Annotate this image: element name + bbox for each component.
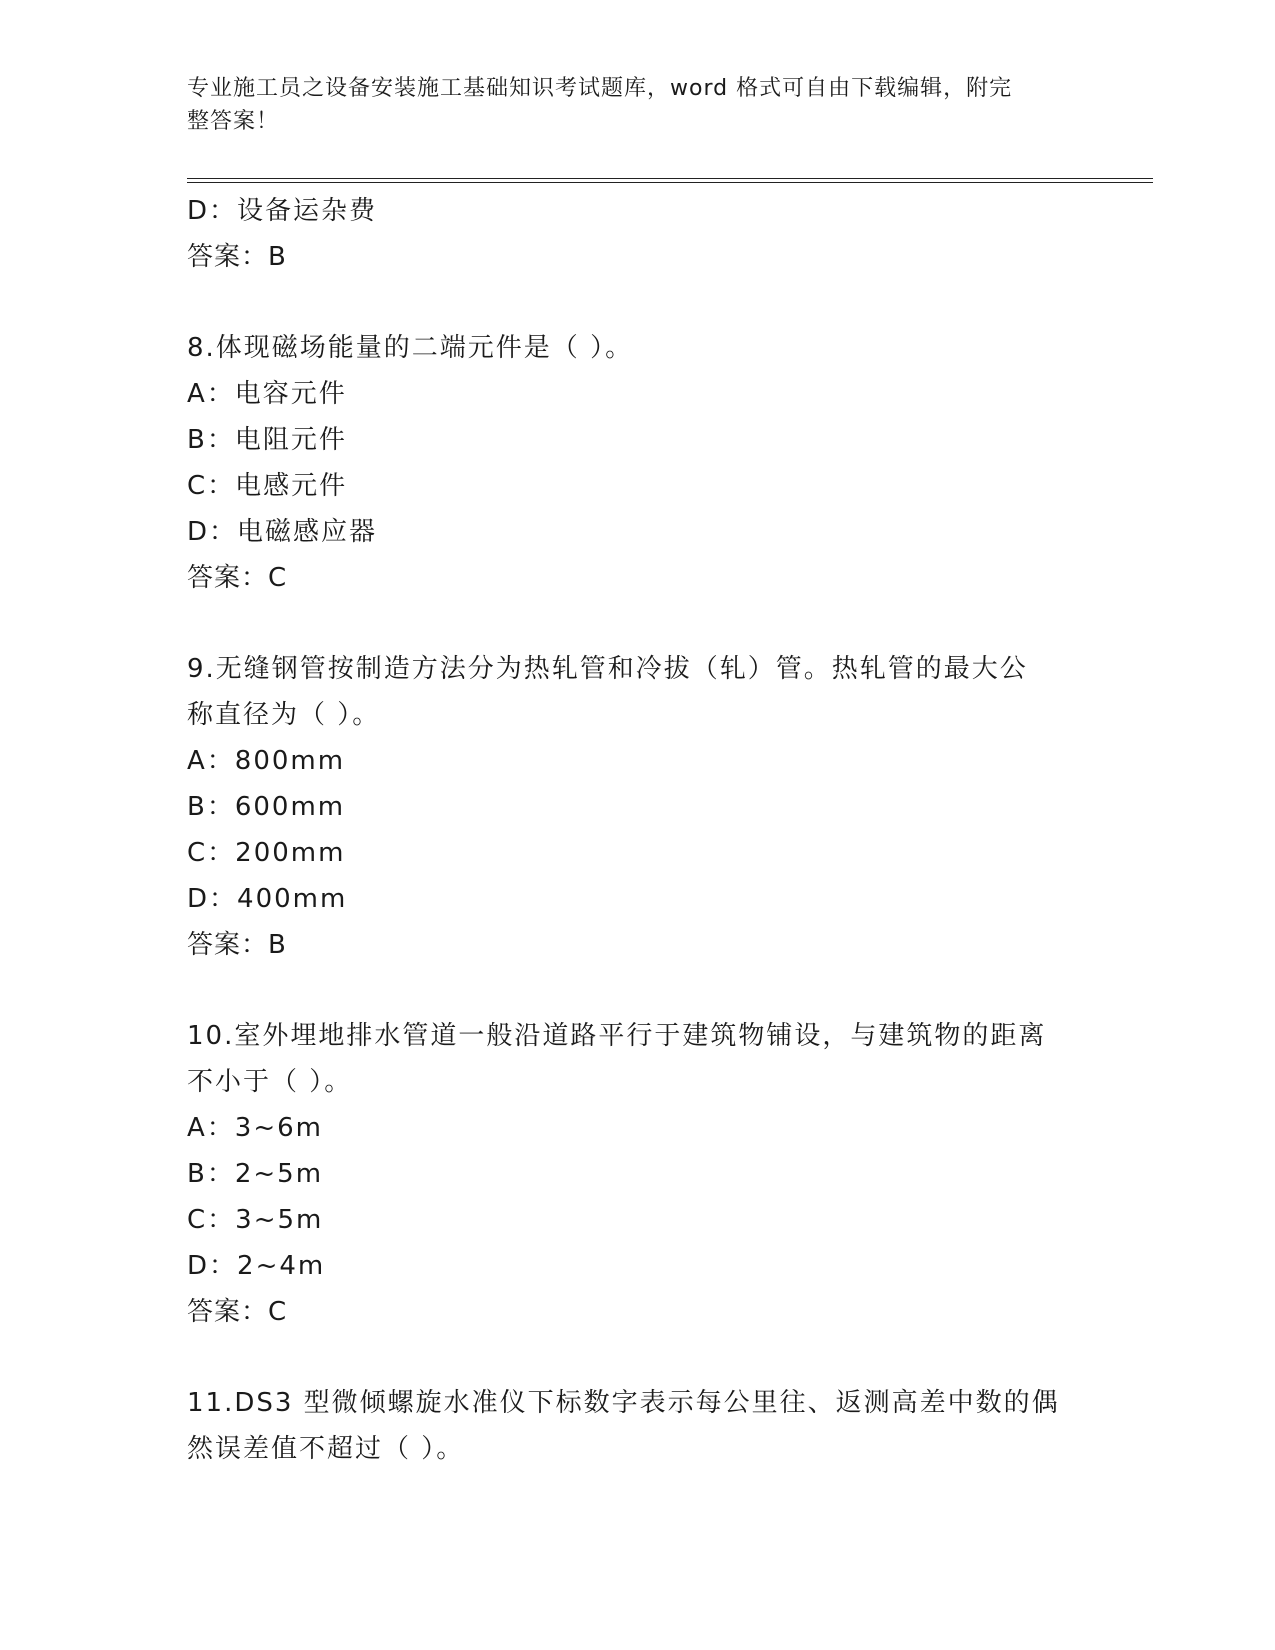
spacer [187,280,1087,325]
answer-line: 答案：C [187,1297,288,1327]
option-c: C：电感元件 [187,471,348,501]
question-list [187,188,1087,1472]
answer-line: 答案：C [187,563,288,593]
question-8 [187,325,1067,371]
document-header [187,72,1067,138]
header-divider-bottom [187,182,1153,183]
question-9 [187,646,1067,738]
question-text-continued: 然误差值不超过（ ）。 [187,1434,465,1464]
option-a: A：电容元件 [187,379,347,409]
option-a: A：3~6m [187,1113,323,1143]
question-text: 11.DS3 型微倾螺旋水准仪下标数字表示每公里往、返测高差中数的偶 [187,1388,1060,1418]
question-text-continued: 不小于（ ）。 [187,1067,353,1097]
question-10 [187,1013,1067,1105]
header-line-2: 整答案！ [187,109,280,134]
answer-line: 答案：B [187,242,287,272]
option-a: A：800mm [187,746,346,776]
option-b: B：600mm [187,792,346,822]
spacer [187,1335,1087,1380]
option-d: D：400mm [187,884,348,914]
answer-line: 答案：B [187,930,287,960]
question-text: 10.室外埋地排水管道一般沿道路平行于建筑物铺设，与建筑物的距离 [187,1021,1047,1051]
question-text: 8.体现磁场能量的二端元件是（ ）。 [187,333,634,363]
option-c: C：3~5m [187,1205,324,1235]
header-divider-top [187,178,1153,179]
option-d: D：电磁感应器 [187,517,378,547]
question-text: 9.无缝钢管按制造方法分为热轧管和冷拔（轧）管。热轧管的最大公 [187,654,1028,684]
option-b: B：2~5m [187,1159,324,1189]
option-b: B：电阻元件 [187,425,347,455]
question-11 [187,1380,1067,1472]
header-line-1: 专业施工员之设备安装施工基础知识考试题库，word 格式可自由下载编辑，附完 [187,76,1013,101]
question-text-continued: 称直径为（ ）。 [187,700,381,730]
option-c: C：200mm [187,838,346,868]
spacer [187,601,1087,646]
option-d: D：设备运杂费 [187,196,378,226]
option-d: D：2~4m [187,1251,326,1281]
spacer [187,968,1087,1013]
